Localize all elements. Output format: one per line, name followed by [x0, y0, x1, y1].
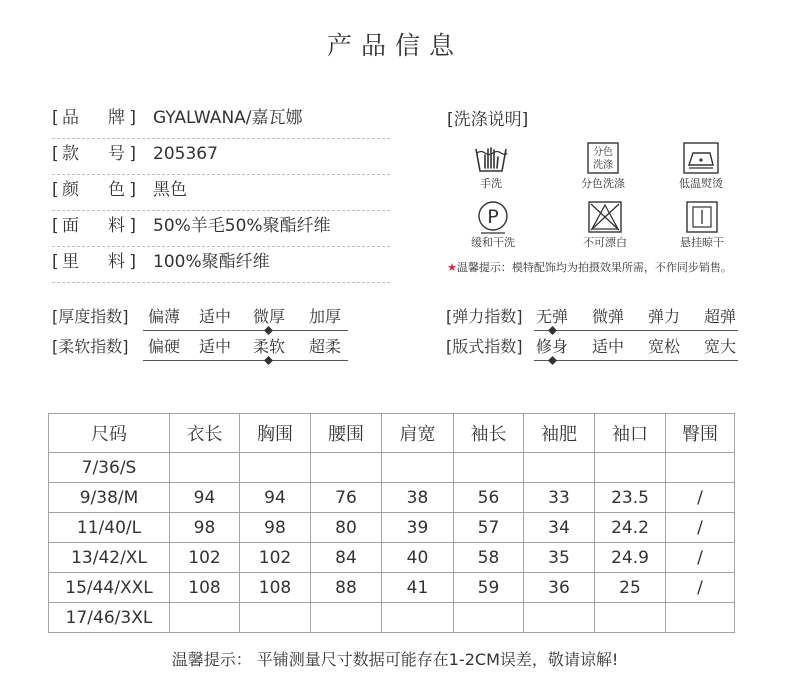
- diamond-marker-icon: [264, 356, 273, 365]
- info-row-lining: [52, 247, 390, 283]
- elasticity-option: 无弹: [535, 307, 568, 326]
- table-cell: [595, 453, 666, 483]
- table-cell: [666, 603, 735, 633]
- care-item-hang-dry: [657, 200, 747, 250]
- table-cell: [454, 603, 524, 633]
- table-cell: [240, 453, 311, 483]
- label-part: 号: [108, 144, 125, 164]
- table-cell: 25: [595, 573, 666, 603]
- table-cell: /: [666, 513, 735, 543]
- elasticity-option: 弹力: [647, 307, 680, 326]
- info-value-lining: 100%聚酯纤维: [153, 252, 270, 272]
- table-cell: 24.9: [595, 543, 666, 573]
- table-cell: 94: [170, 483, 240, 513]
- table-cell: /: [666, 573, 735, 603]
- label-part: 面: [62, 216, 79, 236]
- info-row-brand: [52, 103, 390, 139]
- low-iron-icon: [683, 141, 719, 175]
- diamond-marker-icon: [264, 326, 273, 335]
- info-value-color: 黑色: [153, 180, 187, 200]
- index-title: [版式指数]: [446, 337, 523, 356]
- table-cell: 7/36/S: [49, 453, 170, 483]
- fit-index: [446, 335, 746, 361]
- table-cell: 88: [311, 573, 382, 603]
- info-label: [52, 139, 136, 169]
- dry-clean-letter: P: [487, 206, 499, 228]
- table-cell: 84: [311, 543, 382, 573]
- hang-dry-icon: [685, 200, 719, 234]
- table-cell: [311, 453, 382, 483]
- elasticity-option: 超弹: [703, 307, 736, 326]
- table-cell: 17/46/3XL: [49, 603, 170, 633]
- table-cell: /: [666, 483, 735, 513]
- care-item-low-iron: [656, 141, 746, 191]
- index-title: [柔软指数]: [52, 337, 129, 356]
- care-item-no-bleach: [560, 200, 650, 250]
- info-label: [52, 247, 136, 277]
- hand-wash-icon: [473, 141, 509, 175]
- label-part: 料: [108, 252, 125, 272]
- red-star-icon: ★: [447, 261, 457, 274]
- diamond-marker-icon: [548, 326, 557, 335]
- label-part: 色: [108, 180, 125, 200]
- bracket-close: ]: [129, 144, 136, 164]
- care-item-separate-wash: [558, 141, 648, 191]
- footer-note: 温馨提示： 平铺测量尺寸数据可能存在1-2CM误差，敬请谅解!: [171, 650, 619, 669]
- header-cell: 腰围: [311, 414, 382, 453]
- header-cell: 臀围: [666, 414, 735, 453]
- softness-option: 超柔: [308, 337, 341, 356]
- index-line: [534, 360, 738, 361]
- bracket-close: ]: [129, 180, 136, 200]
- softness-option: 偏硬: [147, 337, 180, 356]
- header-cell: 袖口: [595, 414, 666, 453]
- separate-wash-line-2: 洗涤: [593, 160, 613, 171]
- header-cell: 肩宽: [382, 414, 454, 453]
- table-cell: [524, 603, 595, 633]
- thickness-option: 适中: [198, 307, 231, 326]
- table-cell: 108: [240, 573, 311, 603]
- header-cell: 胸围: [240, 414, 311, 453]
- info-value-style-number: 205367: [153, 144, 218, 164]
- bracket-open: [: [52, 216, 59, 236]
- table-row: [49, 513, 735, 543]
- table-row: [49, 543, 735, 573]
- no-bleach-icon: [587, 200, 623, 234]
- table-cell: [311, 603, 382, 633]
- table-cell: 59: [454, 573, 524, 603]
- table-cell: 57: [454, 513, 524, 543]
- table-cell: 13/42/XL: [49, 543, 170, 573]
- table-cell: 94: [240, 483, 311, 513]
- table-cell: 9/38/M: [49, 483, 170, 513]
- table-cell: 33: [524, 483, 595, 513]
- care-label: 不可漂白: [583, 236, 627, 249]
- separate-wash-line-1: 分色: [593, 147, 613, 158]
- label-part: 品: [62, 108, 79, 128]
- care-label: 缓和干洗: [471, 236, 515, 249]
- care-note-text: 温馨提示：模特配饰均为拍摄效果所需，不作同步销售。: [456, 261, 732, 274]
- table-cell: 102: [170, 543, 240, 573]
- table-cell: 102: [240, 543, 311, 573]
- table-cell: 15/44/XXL: [49, 573, 170, 603]
- header-cell: 袖长: [454, 414, 524, 453]
- care-label: 低温熨烫: [679, 177, 723, 190]
- table-cell: 36: [524, 573, 595, 603]
- bracket-open: [: [52, 252, 59, 272]
- table-cell: 38: [382, 483, 454, 513]
- table-cell: 39: [382, 513, 454, 543]
- table-cell: 34: [524, 513, 595, 543]
- table-cell: [170, 453, 240, 483]
- gentle-dry-clean-icon: [475, 200, 511, 234]
- info-value-brand: GYALWANA/嘉瓦娜: [153, 108, 303, 128]
- table-cell: 108: [170, 573, 240, 603]
- thickness-option: 微厚: [252, 307, 285, 326]
- header-cell: 尺码: [49, 414, 170, 453]
- table-row: [49, 603, 735, 633]
- table-cell: 76: [311, 483, 382, 513]
- label-part: 颜: [62, 180, 79, 200]
- table-cell: [524, 453, 595, 483]
- bracket-open: [: [52, 108, 59, 128]
- size-table: [48, 413, 735, 633]
- label-part: 牌: [108, 108, 125, 128]
- table-cell: [382, 453, 454, 483]
- table-cell: 35: [524, 543, 595, 573]
- index-line: [143, 360, 348, 361]
- fit-option: 适中: [591, 337, 624, 356]
- header-cell: 衣长: [170, 414, 240, 453]
- care-label: 分色洗涤: [581, 177, 625, 190]
- softness-option: 适中: [198, 337, 231, 356]
- fit-option: 修身: [535, 337, 568, 356]
- table-cell: [240, 603, 311, 633]
- table-cell: [666, 453, 735, 483]
- index-title: [厚度指数]: [52, 307, 129, 326]
- table-cell: 98: [170, 513, 240, 543]
- table-cell: 58: [454, 543, 524, 573]
- header-cell: 袖肥: [524, 414, 595, 453]
- table-cell: 11/40/L: [49, 513, 170, 543]
- diamond-marker-icon: [548, 356, 557, 365]
- table-cell: [170, 603, 240, 633]
- table-cell: [454, 453, 524, 483]
- bracket-open: [: [52, 180, 59, 200]
- elasticity-option: 微弹: [591, 307, 624, 326]
- fit-option: 宽大: [703, 337, 736, 356]
- table-cell: 24.2: [595, 513, 666, 543]
- table-row: [49, 453, 735, 483]
- table-cell: [595, 603, 666, 633]
- table-row: [49, 573, 735, 603]
- index-title: [弹力指数]: [446, 307, 523, 326]
- index-line: [143, 330, 348, 331]
- info-row-fabric: [52, 211, 390, 247]
- index-line: [534, 330, 738, 331]
- info-label: [52, 211, 136, 241]
- care-title: [洗涤说明]: [447, 110, 529, 130]
- table-cell: 98: [240, 513, 311, 543]
- table-cell: 23.5: [595, 483, 666, 513]
- bracket-close: ]: [129, 108, 136, 128]
- thickness-option: 偏薄: [147, 307, 180, 326]
- elasticity-index: [446, 305, 746, 331]
- table-cell: 80: [311, 513, 382, 543]
- table-cell: 41: [382, 573, 454, 603]
- label-part: 款: [62, 144, 79, 164]
- thickness-option: 加厚: [308, 307, 341, 326]
- table-cell: 56: [454, 483, 524, 513]
- info-label: [52, 103, 136, 133]
- info-label: [52, 175, 136, 205]
- separate-wash-icon: [586, 141, 620, 175]
- care-item-hand-wash: [446, 141, 536, 191]
- label-part: 里: [62, 252, 79, 272]
- care-label: 悬挂晾干: [680, 236, 724, 249]
- table-cell: 40: [382, 543, 454, 573]
- bracket-close: ]: [129, 252, 136, 272]
- page-title: 产品信息: [326, 31, 463, 60]
- bracket-open: [: [52, 144, 59, 164]
- table-header-row: [49, 414, 735, 453]
- thickness-index: [52, 305, 352, 331]
- care-label: 手洗: [480, 177, 502, 190]
- fit-option: 宽松: [647, 337, 680, 356]
- softness-option: 柔软: [252, 337, 285, 356]
- table-cell: /: [666, 543, 735, 573]
- table-row: [49, 483, 735, 513]
- table-cell: [382, 603, 454, 633]
- info-row-color: [52, 175, 390, 211]
- care-note: [447, 261, 732, 275]
- softness-index: [52, 335, 352, 361]
- bracket-close: ]: [129, 216, 136, 236]
- label-part: 料: [108, 216, 125, 236]
- info-value-fabric: 50%羊毛50%聚酯纤维: [153, 216, 331, 236]
- info-row-style-number: [52, 139, 390, 175]
- care-item-gentle-dry-clean: [448, 200, 538, 250]
